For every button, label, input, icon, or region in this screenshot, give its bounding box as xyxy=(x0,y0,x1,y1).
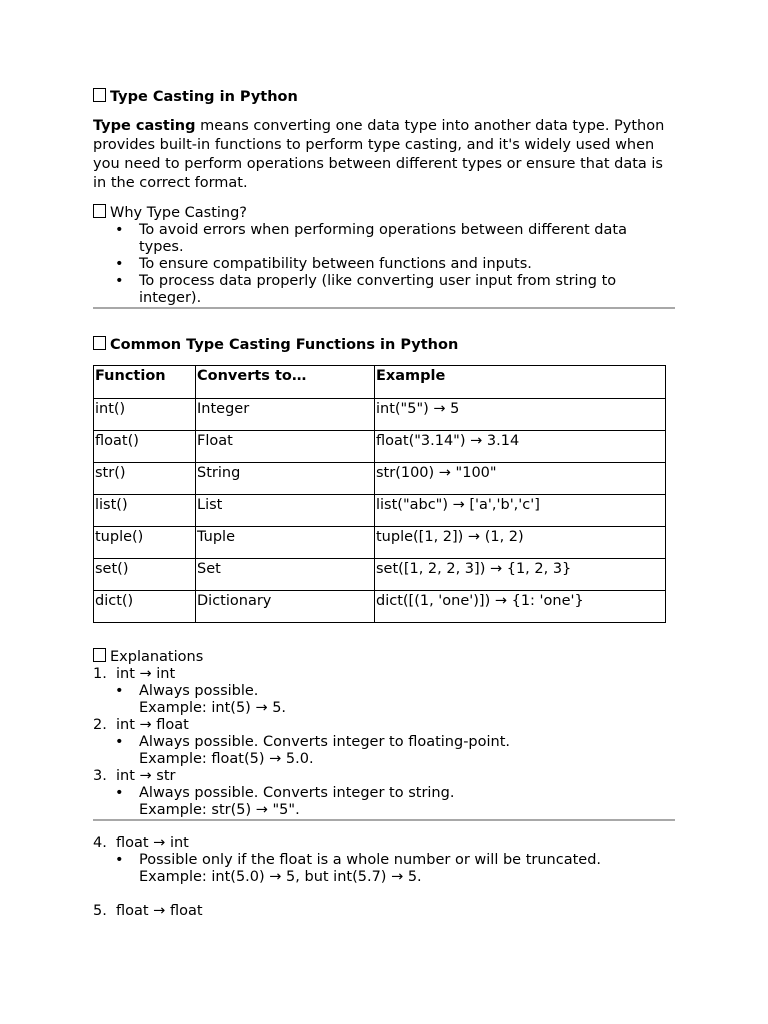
why-title-text: Why Type Casting? xyxy=(110,205,247,221)
item-description: • Possible only if the float is a whole number or will be truncated. xyxy=(93,852,673,869)
page-title-text: Type Casting in Python xyxy=(110,89,298,105)
explanation-item xyxy=(93,835,673,852)
item-example: Example: int(5) → 5. xyxy=(139,700,287,716)
table-row xyxy=(94,527,666,559)
table-cell: list() xyxy=(94,495,196,527)
table-row xyxy=(94,399,666,431)
item-title: int → float xyxy=(116,717,189,733)
item-number: 2. xyxy=(93,717,107,733)
why-section xyxy=(93,204,673,307)
item-description: • Always possible. Converts integer to string. xyxy=(93,785,673,802)
intro-paragraph xyxy=(93,117,673,193)
type-casting-table xyxy=(93,365,666,623)
item-number: 3. xyxy=(93,768,107,784)
table-header-cell: Converts to… xyxy=(196,366,375,399)
explanations-heading xyxy=(93,648,673,666)
item-title: int → str xyxy=(116,768,176,784)
section-heading xyxy=(93,336,458,353)
table-cell: String xyxy=(196,463,375,495)
intro-text: means converting one data type into another data type. Python provides built-in functions to perform type casting, and it's widely used when you need to perform operations between different types or ensure that data is in the correct format. xyxy=(93,118,665,191)
explanations-continued xyxy=(93,835,673,920)
intro-bold-term: Type casting xyxy=(93,118,196,134)
table-cell: tuple() xyxy=(94,527,196,559)
item-title: int → int xyxy=(116,666,176,682)
table-row xyxy=(94,559,666,591)
table-cell: str(100) → "100" xyxy=(375,463,666,495)
emoji-icon xyxy=(93,336,106,350)
item-title: float → int xyxy=(116,835,189,851)
why-heading xyxy=(93,204,673,222)
table-header-row xyxy=(94,366,666,399)
horizontal-divider xyxy=(93,819,675,821)
list-item: • To avoid errors when performing operations between different data types. xyxy=(93,222,673,256)
item-example: Example: str(5) → "5". xyxy=(139,802,300,818)
horizontal-divider xyxy=(93,307,675,309)
table-cell: set() xyxy=(94,559,196,591)
table-cell: int() xyxy=(94,399,196,431)
explanation-item xyxy=(93,666,673,683)
item-description: • Always possible. Converts integer to floating-point. xyxy=(93,734,673,751)
table-cell: dict([(1, 'one')]) → {1: 'one'} xyxy=(375,591,666,623)
explanation-item xyxy=(93,717,673,734)
item-number: 4. xyxy=(93,835,107,851)
table-row xyxy=(94,463,666,495)
emoji-icon xyxy=(93,204,106,218)
explanations-title-text: Explanations xyxy=(110,649,204,665)
item-number: 5. xyxy=(93,903,107,919)
table-cell: set([1, 2, 2, 3]) → {1, 2, 3} xyxy=(375,559,666,591)
table-header-cell: Example xyxy=(375,366,666,399)
table-cell: float("3.14") → 3.14 xyxy=(375,431,666,463)
item-example: Example: float(5) → 5.0. xyxy=(139,751,314,767)
explanation-item xyxy=(93,903,673,920)
table-cell: List xyxy=(196,495,375,527)
item-description: • Always possible. xyxy=(93,683,673,700)
table-cell: Integer xyxy=(196,399,375,431)
emoji-icon xyxy=(93,88,106,102)
table-cell: float() xyxy=(94,431,196,463)
table-cell: Tuple xyxy=(196,527,375,559)
table-row xyxy=(94,495,666,527)
table-cell: Dictionary xyxy=(196,591,375,623)
list-item: • To ensure compatibility between functions and inputs. xyxy=(93,256,673,273)
section-heading-text: Common Type Casting Functions in Python xyxy=(110,337,459,353)
emoji-icon xyxy=(93,648,106,662)
table-cell: dict() xyxy=(94,591,196,623)
table-cell: tuple([1, 2]) → (1, 2) xyxy=(375,527,666,559)
explanation-item xyxy=(93,768,673,785)
item-title: float → float xyxy=(116,903,203,919)
page-title xyxy=(93,88,298,105)
item-number: 1. xyxy=(93,666,107,682)
list-item: • To process data properly (like converting user input from string to integer). xyxy=(93,273,673,307)
item-example: Example: int(5.0) → 5, but int(5.7) → 5. xyxy=(139,869,422,885)
explanations-section xyxy=(93,648,673,819)
table-row xyxy=(94,431,666,463)
table-cell: str() xyxy=(94,463,196,495)
table-cell: int("5") → 5 xyxy=(375,399,666,431)
why-list xyxy=(93,222,673,307)
table-cell: Float xyxy=(196,431,375,463)
table-cell: list("abc") → ['a','b','c'] xyxy=(375,495,666,527)
table-row xyxy=(94,591,666,623)
table-cell: Set xyxy=(196,559,375,591)
table-header-cell: Function xyxy=(94,366,196,399)
